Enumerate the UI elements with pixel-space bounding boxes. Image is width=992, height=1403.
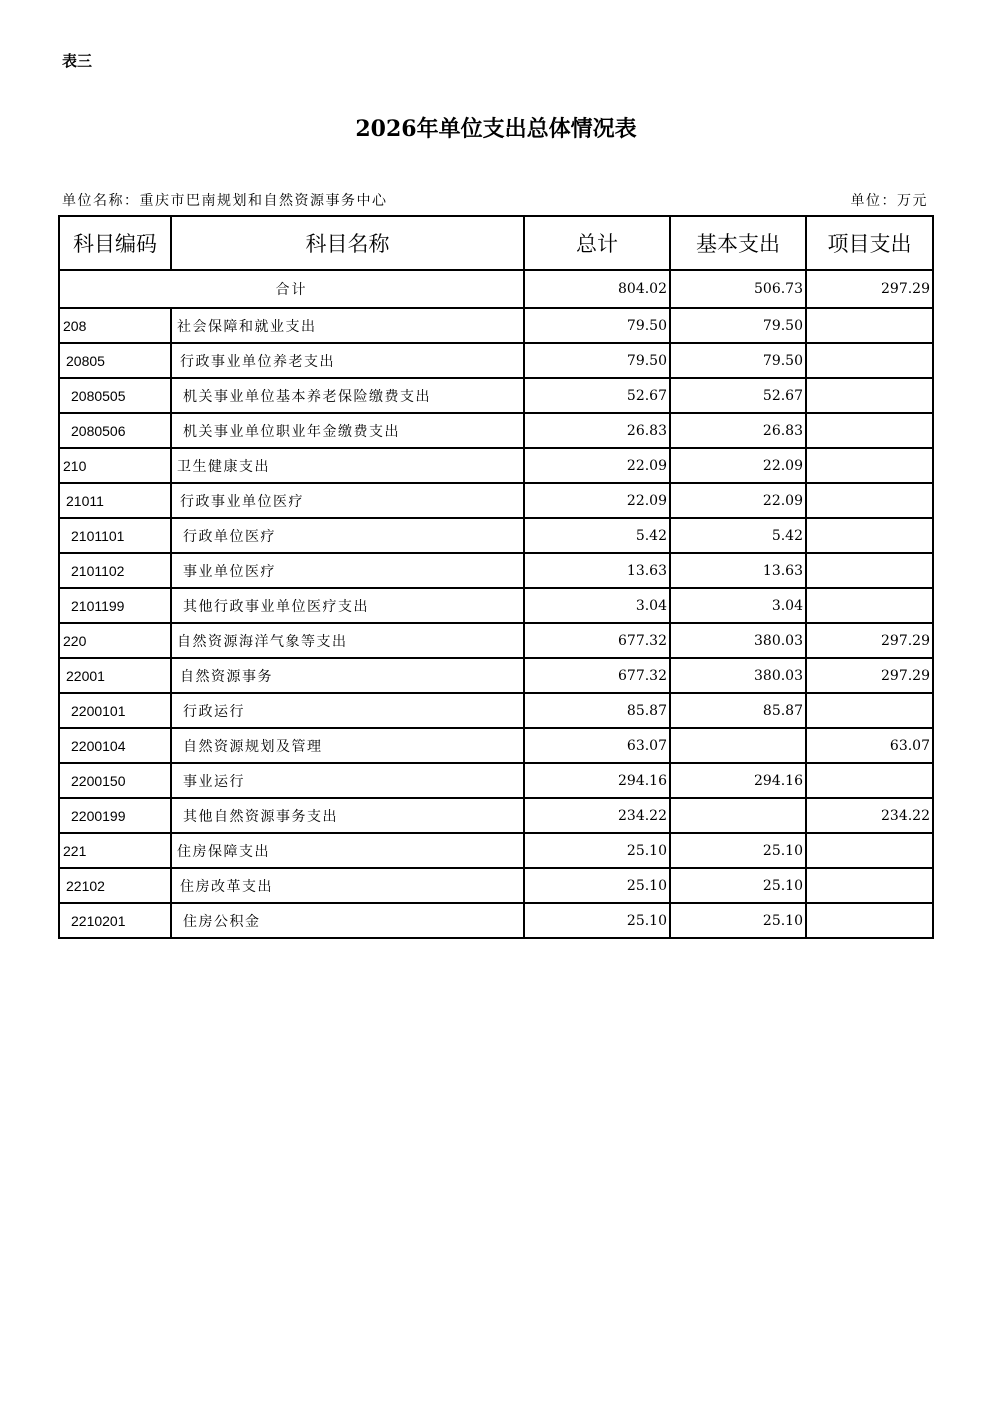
row-basic: 79.50 [670, 308, 806, 343]
row-total: 63.07 [524, 728, 670, 763]
row-total: 26.83 [524, 413, 670, 448]
row-project [806, 553, 933, 588]
row-total: 79.50 [524, 343, 670, 378]
row-total: 677.32 [524, 623, 670, 658]
row-basic: 25.10 [670, 868, 806, 903]
row-name: 行政单位医疗 [171, 518, 524, 553]
row-total: 25.10 [524, 868, 670, 903]
table-row [59, 308, 933, 343]
row-name: 卫生健康支出 [171, 448, 524, 483]
row-name: 自然资源规划及管理 [171, 728, 524, 763]
total-basic: 506.73 [670, 270, 806, 308]
header-basic: 基本支出 [670, 216, 806, 270]
row-code: 2200104 [59, 728, 171, 763]
row-basic: 22.09 [670, 483, 806, 518]
row-code: 20805 [59, 343, 171, 378]
row-total: 25.10 [524, 833, 670, 868]
row-code: 2101102 [59, 553, 171, 588]
row-basic: 26.83 [670, 413, 806, 448]
table-row [59, 693, 933, 728]
header-total: 总计 [524, 216, 670, 270]
row-code: 221 [59, 833, 171, 868]
row-name: 其他行政事业单位医疗支出 [171, 588, 524, 623]
header-project: 项目支出 [806, 216, 933, 270]
row-code: 21011 [59, 483, 171, 518]
row-project [806, 518, 933, 553]
row-basic [670, 798, 806, 833]
page-title: 2026年单位支出总体情况表 [355, 116, 637, 142]
table-row [59, 868, 933, 903]
table-row [59, 413, 933, 448]
total-sum: 804.02 [524, 270, 670, 308]
page-label: 表三 [62, 52, 93, 70]
row-project [806, 588, 933, 623]
row-name: 住房公积金 [171, 903, 524, 938]
row-basic: 380.03 [670, 623, 806, 658]
row-code: 22001 [59, 658, 171, 693]
table-row [59, 728, 933, 763]
row-basic: 25.10 [670, 903, 806, 938]
row-name: 自然资源海洋气象等支出 [171, 623, 524, 658]
row-basic: 85.87 [670, 693, 806, 728]
unit-measure: 单位：万元 [850, 193, 928, 209]
row-project: 234.22 [806, 798, 933, 833]
row-name: 事业运行 [171, 763, 524, 798]
row-total: 294.16 [524, 763, 670, 798]
row-total: 85.87 [524, 693, 670, 728]
row-project [806, 448, 933, 483]
row-name: 行政运行 [171, 693, 524, 728]
table-row [59, 518, 933, 553]
row-project [806, 868, 933, 903]
table-row [59, 483, 933, 518]
total-project: 297.29 [806, 270, 933, 308]
row-total: 3.04 [524, 588, 670, 623]
row-code: 2200101 [59, 693, 171, 728]
row-project: 63.07 [806, 728, 933, 763]
row-code: 2200199 [59, 798, 171, 833]
row-code: 22102 [59, 868, 171, 903]
row-name: 住房改革支出 [171, 868, 524, 903]
unit-name: 单位名称：重庆市巴南规划和自然资源事务中心 [62, 193, 388, 209]
row-code: 220 [59, 623, 171, 658]
table-row [59, 378, 933, 413]
total-label: 合计 [59, 270, 524, 308]
table-row [59, 448, 933, 483]
row-project [806, 308, 933, 343]
row-total: 677.32 [524, 658, 670, 693]
row-basic [670, 728, 806, 763]
table-row [59, 623, 933, 658]
row-name: 住房保障支出 [171, 833, 524, 868]
row-project [806, 903, 933, 938]
table-row [59, 588, 933, 623]
row-code: 2200150 [59, 763, 171, 798]
row-project [806, 693, 933, 728]
row-name: 事业单位医疗 [171, 553, 524, 588]
row-basic: 52.67 [670, 378, 806, 413]
row-basic: 79.50 [670, 343, 806, 378]
row-basic: 25.10 [670, 833, 806, 868]
row-basic: 13.63 [670, 553, 806, 588]
row-code: 2210201 [59, 903, 171, 938]
row-code: 2080505 [59, 378, 171, 413]
row-basic: 5.42 [670, 518, 806, 553]
table-header-row [59, 216, 933, 270]
table-row [59, 798, 933, 833]
table-row [59, 763, 933, 798]
row-code: 2101199 [59, 588, 171, 623]
row-code: 2101101 [59, 518, 171, 553]
row-total: 25.10 [524, 903, 670, 938]
total-row [59, 270, 933, 308]
row-project: 297.29 [806, 658, 933, 693]
row-basic: 380.03 [670, 658, 806, 693]
row-name: 其他自然资源事务支出 [171, 798, 524, 833]
row-name: 机关事业单位职业年金缴费支出 [171, 413, 524, 448]
row-project [806, 483, 933, 518]
row-project [806, 763, 933, 798]
row-basic: 294.16 [670, 763, 806, 798]
row-code: 208 [59, 308, 171, 343]
row-code: 210 [59, 448, 171, 483]
row-name: 自然资源事务 [171, 658, 524, 693]
row-project: 297.29 [806, 623, 933, 658]
row-project [806, 833, 933, 868]
table-row [59, 658, 933, 693]
row-project [806, 413, 933, 448]
row-basic: 3.04 [670, 588, 806, 623]
row-total: 79.50 [524, 308, 670, 343]
table-row [59, 553, 933, 588]
row-basic: 22.09 [670, 448, 806, 483]
header-code: 科目编码 [59, 216, 171, 270]
row-name: 社会保障和就业支出 [171, 308, 524, 343]
row-code: 2080506 [59, 413, 171, 448]
row-project [806, 378, 933, 413]
table-row [59, 343, 933, 378]
row-total: 22.09 [524, 448, 670, 483]
table-row [59, 833, 933, 868]
expense-table [58, 215, 934, 939]
row-name: 机关事业单位基本养老保险缴费支出 [171, 378, 524, 413]
row-name: 行政事业单位养老支出 [171, 343, 524, 378]
row-project [806, 343, 933, 378]
row-total: 5.42 [524, 518, 670, 553]
row-total: 13.63 [524, 553, 670, 588]
row-total: 52.67 [524, 378, 670, 413]
row-name: 行政事业单位医疗 [171, 483, 524, 518]
table-row [59, 903, 933, 938]
row-total: 22.09 [524, 483, 670, 518]
header-name: 科目名称 [171, 216, 524, 270]
row-total: 234.22 [524, 798, 670, 833]
